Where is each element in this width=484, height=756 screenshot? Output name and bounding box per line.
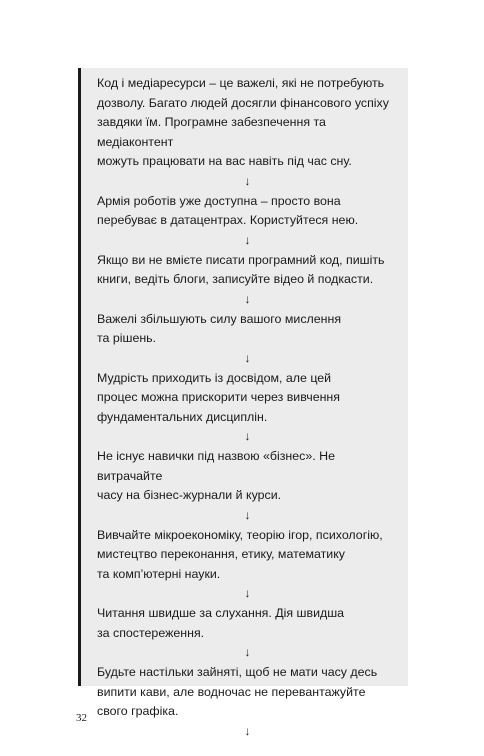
- paragraph: [97, 604, 398, 643]
- down-arrow-icon: ↓: [244, 645, 251, 659]
- down-arrow-icon: ↓: [244, 723, 251, 738]
- paragraph-line: фундаментальних дисциплін.: [97, 409, 268, 424]
- paragraph-line: Будьте настільки зайняті, щоб не мати часу десь: [97, 665, 378, 679]
- page-number: 32: [76, 712, 87, 724]
- down-arrow-icon: ↓: [244, 429, 251, 443]
- down-arrow-icon: ↓: [244, 173, 251, 188]
- paragraph: [97, 369, 398, 428]
- down-arrow-icon: ↓: [244, 291, 251, 306]
- paragraph-line: часу на бізнес-журнали й курси.: [97, 488, 282, 502]
- down-arrow-icon: ↓: [244, 507, 251, 522]
- paragraph-line: за спостереження.: [97, 625, 205, 640]
- paragraph-line: книги, ведіть блоги, записуйте відео й подкасти.: [97, 272, 374, 286]
- paragraph: [97, 526, 398, 585]
- paragraph-line: Якщо ви не вмієте писати програмний код, пишіть: [97, 252, 385, 267]
- down-arrow-icon: ↓: [244, 232, 251, 247]
- paragraph-line: Армія роботів уже доступна – просто вона: [97, 193, 341, 208]
- paragraph: [97, 447, 398, 506]
- paragraph-line: Важелі збільшують силу вашого мислення: [97, 311, 342, 326]
- paragraph: [97, 251, 398, 290]
- paragraph-line: та рішень.: [97, 331, 157, 345]
- paragraph-line: свого графіка.: [97, 704, 179, 718]
- down-arrow-icon: ↓: [244, 350, 251, 365]
- down-arrow-icon: ↓: [244, 586, 251, 600]
- paragraph-line: Не існує навички під назвою «бізнес». Не витрачайте: [97, 449, 335, 483]
- paragraph: [97, 663, 398, 722]
- paragraph-line: процес можна прискорити через вивчення: [97, 390, 340, 404]
- paragraph-line: Мудрість приходить із досвідом, але цей: [97, 370, 332, 385]
- paragraph-line: та комп’ютерні науки.: [97, 566, 221, 581]
- paragraph: [97, 74, 398, 172]
- paragraph: [97, 192, 398, 231]
- paragraph-line: випити кави, але водночас не перевантажуйте: [97, 684, 366, 699]
- paragraph: [97, 310, 398, 349]
- paragraph-line: Вивчайте мікроекономіку, теорію ігор, психологію,: [97, 527, 383, 542]
- paragraph-line: Читання швидше за слухання. Дія швидша: [97, 606, 345, 620]
- paragraph-line: Код і медіаресурси – це важелі, які не потребують: [97, 76, 385, 90]
- paragraph-line: мистецтво переконання, етику, математику: [97, 547, 345, 561]
- paragraph-line: можуть працювати на вас навіть під час сну.: [97, 154, 352, 168]
- paragraph-line: завдяки їм. Програмне забезпечення та медіаконтент: [97, 115, 326, 149]
- paragraph-line: дозволу. Багато людей досягли фінансового успіху: [97, 95, 389, 110]
- paragraph-line: перебуває в датацентрах. Користуйтеся нею.: [97, 213, 359, 227]
